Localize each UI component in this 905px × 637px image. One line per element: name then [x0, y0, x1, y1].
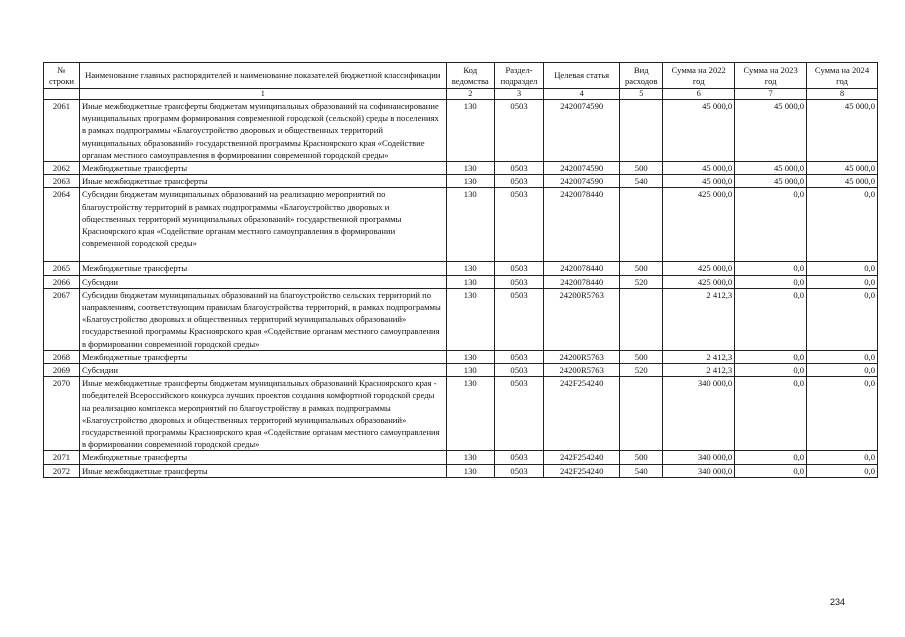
row-name: Иные межбюджетные трансферты бюджетам муниципальных образований Красноярского края - победителей Всероссийского конкурса лучших проектов создания комфортной городской среды на реализацию комплекса мероприятий по благоустройству в рамках подпрограммы «Благоустройство дворовых и общественных территорий муниципальных образований» государственной программы Красноярского края «Содействие органам местного самоуправления в формировании современной городской среды»: [79, 377, 446, 451]
row-sum-2022: 2 412,3: [663, 364, 735, 377]
row-sum-2022: 425 000,0: [663, 275, 735, 288]
header-target-article: Целевая статья: [544, 63, 620, 89]
row-sum-2023: 0,0: [735, 288, 807, 350]
row-sum-2024: 45 000,0: [807, 175, 878, 188]
column-number: 4: [544, 89, 620, 100]
row-target-article: 24200R5763: [544, 350, 620, 363]
row-sum-2022: 340 000,0: [663, 464, 735, 477]
table-row: [44, 175, 878, 188]
row-number: 2071: [44, 451, 80, 464]
row-department-code: 130: [446, 262, 494, 275]
row-sum-2022: 425 000,0: [663, 262, 735, 275]
column-number: [44, 89, 80, 100]
row-number: 2070: [44, 377, 80, 451]
row-name: Межбюджетные трансферты: [79, 262, 446, 275]
row-department-code: 130: [446, 188, 494, 262]
header-row: [44, 63, 878, 89]
row-department-code: 130: [446, 162, 494, 175]
row-sum-2022: 2 412,3: [663, 288, 735, 350]
row-target-article: 242F254240: [544, 464, 620, 477]
row-sum-2023: 45 000,0: [735, 162, 807, 175]
row-sum-2024: 0,0: [807, 364, 878, 377]
row-sum-2024: 0,0: [807, 275, 878, 288]
row-sum-2022: 2 412,3: [663, 350, 735, 363]
row-sum-2024: 0,0: [807, 188, 878, 262]
column-number: 6: [663, 89, 735, 100]
column-number: 2: [446, 89, 494, 100]
column-number: 5: [620, 89, 663, 100]
row-section: 0503: [494, 451, 543, 464]
row-name: Межбюджетные трансферты: [79, 451, 446, 464]
row-department-code: 130: [446, 377, 494, 451]
row-department-code: 130: [446, 364, 494, 377]
column-number-row: [44, 89, 878, 100]
header-sum-2024: Сумма на 2024 год: [807, 63, 878, 89]
column-number: 7: [735, 89, 807, 100]
row-target-article: 2420074590: [544, 100, 620, 162]
row-department-code: 130: [446, 100, 494, 162]
row-section: 0503: [494, 175, 543, 188]
table-row: [44, 262, 878, 275]
table-row: [44, 377, 878, 451]
row-number: 2069: [44, 364, 80, 377]
row-name: Межбюджетные трансферты: [79, 350, 446, 363]
table-row: [44, 451, 878, 464]
row-expense-type: 520: [620, 364, 663, 377]
table-row: [44, 275, 878, 288]
row-sum-2022: 425 000,0: [663, 188, 735, 262]
table-row: [44, 364, 878, 377]
column-number: 8: [807, 89, 878, 100]
row-section: 0503: [494, 188, 543, 262]
header-row-number: № строки: [44, 63, 80, 89]
row-sum-2024: 0,0: [807, 451, 878, 464]
row-sum-2023: 0,0: [735, 262, 807, 275]
row-expense-type: 500: [620, 162, 663, 175]
header-name: Наименование главных распорядителей и наименование показателей бюджетной классификации: [79, 63, 446, 89]
table-row: [44, 464, 878, 477]
row-target-article: 2420078440: [544, 275, 620, 288]
row-sum-2022: 45 000,0: [663, 100, 735, 162]
row-section: 0503: [494, 464, 543, 477]
row-name: Субсидии: [79, 364, 446, 377]
row-section: 0503: [494, 162, 543, 175]
row-expense-type: [620, 377, 663, 451]
page-number: 234: [829, 597, 845, 607]
row-sum-2024: 0,0: [807, 377, 878, 451]
row-number: 2072: [44, 464, 80, 477]
row-sum-2023: 0,0: [735, 464, 807, 477]
row-sum-2022: 45 000,0: [663, 162, 735, 175]
row-target-article: 2420074590: [544, 175, 620, 188]
row-name: Субсидии бюджетам муниципальных образований на благоустройство сельских территорий по направлениям, соответствующим правилам благоустройства территорий, в рамках подпрограммы «Благоустройство дворовых и общественных территорий муниципальных образований» государственной программы Красноярского края «Содействие органам местного самоуправления в формировании современной городской среды»: [79, 288, 446, 350]
row-sum-2024: 45 000,0: [807, 100, 878, 162]
row-sum-2023: 0,0: [735, 350, 807, 363]
row-number: 2065: [44, 262, 80, 275]
header-expense-type: Вид расходов: [620, 63, 663, 89]
row-department-code: 130: [446, 288, 494, 350]
row-department-code: 130: [446, 350, 494, 363]
table-row: [44, 100, 878, 162]
row-number: 2067: [44, 288, 80, 350]
row-sum-2022: 340 000,0: [663, 377, 735, 451]
row-sum-2023: 0,0: [735, 188, 807, 262]
row-sum-2024: 0,0: [807, 350, 878, 363]
row-expense-type: 520: [620, 275, 663, 288]
row-section: 0503: [494, 377, 543, 451]
table-row: [44, 162, 878, 175]
row-target-article: 2420078440: [544, 262, 620, 275]
header-sum-2022: Сумма на 2022 год: [663, 63, 735, 89]
row-section: 0503: [494, 288, 543, 350]
row-sum-2024: 45 000,0: [807, 162, 878, 175]
row-number: 2066: [44, 275, 80, 288]
row-expense-type: 500: [620, 350, 663, 363]
row-department-code: 130: [446, 464, 494, 477]
table-row: [44, 288, 878, 350]
row-number: 2062: [44, 162, 80, 175]
row-target-article: 2420078440: [544, 188, 620, 262]
row-sum-2023: 0,0: [735, 377, 807, 451]
row-expense-type: 500: [620, 262, 663, 275]
row-department-code: 130: [446, 451, 494, 464]
row-target-article: 24200R5763: [544, 288, 620, 350]
row-target-article: 242F254240: [544, 451, 620, 464]
row-section: 0503: [494, 364, 543, 377]
row-department-code: 130: [446, 175, 494, 188]
row-sum-2024: 0,0: [807, 464, 878, 477]
row-expense-type: [620, 188, 663, 262]
column-number: 3: [494, 89, 543, 100]
row-number: 2063: [44, 175, 80, 188]
row-number: 2064: [44, 188, 80, 262]
header-section: Раздел-подраздел: [494, 63, 543, 89]
row-sum-2023: 0,0: [735, 451, 807, 464]
row-department-code: 130: [446, 275, 494, 288]
budget-table: [43, 62, 878, 478]
row-name: Иные межбюджетные трансферты: [79, 464, 446, 477]
header-department-code: Код ведомства: [446, 63, 494, 89]
row-sum-2023: 45 000,0: [735, 175, 807, 188]
row-name: Субсидии бюджетам муниципальных образований на реализацию мероприятий по благоустройству территорий в рамках подпрограммы «Благоустройство дворовых и общественных территорий муниципальных образований» государственной программы Красноярского края «Содействие органам местного самоуправления в формировании современной городской среды»: [79, 188, 446, 262]
row-expense-type: [620, 288, 663, 350]
row-sum-2023: 0,0: [735, 364, 807, 377]
row-expense-type: 540: [620, 464, 663, 477]
row-sum-2024: 0,0: [807, 288, 878, 350]
header-sum-2023: Сумма на 2023 год: [735, 63, 807, 89]
column-number: 1: [79, 89, 446, 100]
row-section: 0503: [494, 350, 543, 363]
row-name: Иные межбюджетные трансферты: [79, 175, 446, 188]
row-number: 2061: [44, 100, 80, 162]
row-expense-type: [620, 100, 663, 162]
row-sum-2023: 45 000,0: [735, 100, 807, 162]
row-name: Иные межбюджетные трансферты бюджетам муниципальных образований на софинансирование муниципальных программ формирования современной городской (сельской) среды в поселениях в рамках подпрограммы «Благоустройство дворовых и общественных территорий муниципальных образований» государственной программы Красноярского края «Содействие органам местного самоуправления в формировании современной городской среды»: [79, 100, 446, 162]
row-number: 2068: [44, 350, 80, 363]
row-section: 0503: [494, 100, 543, 162]
row-target-article: 2420074590: [544, 162, 620, 175]
row-expense-type: 540: [620, 175, 663, 188]
row-name: Межбюджетные трансферты: [79, 162, 446, 175]
table-row: [44, 350, 878, 363]
row-expense-type: 500: [620, 451, 663, 464]
row-target-article: 242F254240: [544, 377, 620, 451]
row-target-article: 24200R5763: [544, 364, 620, 377]
row-sum-2022: 45 000,0: [663, 175, 735, 188]
row-name: Субсидии: [79, 275, 446, 288]
row-section: 0503: [494, 275, 543, 288]
table-row: [44, 188, 878, 262]
row-section: 0503: [494, 262, 543, 275]
row-sum-2023: 0,0: [735, 275, 807, 288]
row-sum-2024: 0,0: [807, 262, 878, 275]
row-sum-2022: 340 000,0: [663, 451, 735, 464]
